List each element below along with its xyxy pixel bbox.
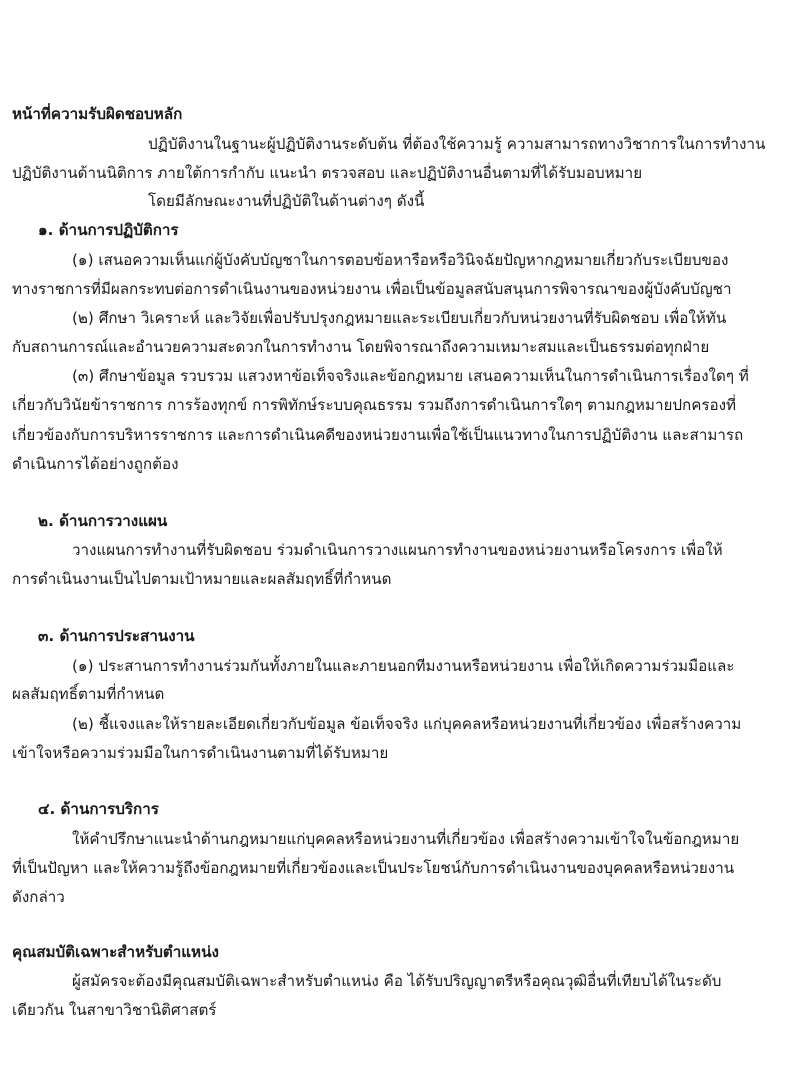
paragraph-line: วางแผนการทำงานที่รับผิดชอบ ร่วมดำเนินการวางแผนการทำงานของหน่วยงานหรือโครงการ เพื่อให้ — [72, 541, 723, 559]
area-heading-planning: ๒. ด้านการวางแผน — [38, 512, 168, 530]
area-heading-services: ๔. ด้านการบริการ — [38, 800, 159, 818]
intro-line-1: ปฏิบัติงานในฐานะผู้ปฏิบัติงานระดับต้น ที่ต้องใช้ความรู้ ความสามารถทางวิชาการในการทำงาน — [148, 135, 766, 153]
paragraph-line: ดำเนินการได้อย่างถูกต้อง — [12, 455, 179, 473]
paragraph-line: ทางราชการที่มีผลกระทบต่อการดำเนินงานของหน่วยงาน เพื่อเป็นข้อมูลสนับสนุนการพิจารณาของผู้บังคับบัญชา — [12, 280, 732, 298]
paragraph-line: เกี่ยวกับวินัยข้าราชการ การร้องทุกข์ การพิทักษ์ระบบคุณธรรม รวมถึงการดำเนินการใดๆ ตามกฎหมายปกครองที่ — [12, 396, 737, 414]
area-heading-coordination: ๓. ด้านการประสานงาน — [38, 627, 195, 645]
intro-line-2: ปฏิบัติงานด้านนิติการ ภายใต้การกำกับ แนะนำ ตรวจสอบ และปฏิบัติงานอื่นตามที่ได้รับมอบหมาย — [12, 164, 643, 182]
section-heading-qualifications: คุณสมบัติเฉพาะสำหรับตำแหน่ง — [12, 943, 219, 961]
paragraph-line: ผลสัมฤทธิ์ตามที่กำหนด — [12, 685, 165, 703]
paragraph-line: เกี่ยวข้องกับการบริหารราชการ และการดำเนินคดีของหน่วยงานเพื่อใช้เป็นแนวทางในการปฏิบัติงาน และสามารถ — [12, 426, 744, 444]
qualification-line-1: ผู้สมัครจะต้องมีคุณสมบัติเฉพาะสำหรับตำแหน่ง คือ ได้รับปริญญาตรีหรือคุณวุฒิอื่นที่เทียบได้ในระดับ — [72, 972, 722, 990]
paragraph-line: (๒) ชี้แจงและให้รายละเอียดเกี่ยวกับข้อมูล ข้อเท็จจริง แก่บุคคลหรือหน่วยงานที่เกี่ยวข้อง เพื่อสร้างความ — [72, 715, 742, 733]
paragraph-line: (๑) เสนอความเห็นแก่ผู้บังคับบัญชาในการตอบข้อหารือหรือวินิจฉัยปัญหากฎหมายเกี่ยวกับระเบียบของ — [72, 251, 729, 269]
paragraph-line: (๒) ศึกษา วิเคราะห์ และวิจัยเพื่อปรับปรุงกฎหมายและระเบียบเกี่ยวกับหน่วยงานที่รับผิดชอบ เพื่อให้ทัน — [72, 309, 727, 327]
area-heading-operations: ๑. ด้านการปฏิบัติการ — [38, 221, 179, 239]
paragraph-line: ให้คำปรึกษาแนะนำด้านกฎหมายแก่บุคคลหรือหน่วยงานที่เกี่ยวข้อง เพื่อสร้างความเข้าใจในข้อกฎหมาย — [72, 830, 740, 848]
paragraph-line: การดำเนินงานเป็นไปตามเป้าหมายและผลสัมฤทธิ์ที่กำหนด — [12, 570, 392, 588]
paragraph-line: (๓) ศึกษาข้อมูล รวบรวม แสวงหาข้อเท็จจริงและข้อกฎหมาย เสนอความเห็นในการดำเนินการเรื่องใดๆ ที่ — [72, 367, 749, 385]
paragraph-line: กับสถานการณ์และอำนวยความสะดวกในการทำงาน โดยพิจารณาถึงความเหมาะสมและเป็นธรรมต่อทุกฝ่าย — [12, 338, 710, 356]
paragraph-line: ที่เป็นปัญหา และให้ความรู้ถึงข้อกฎหมายที่เกี่ยวข้องและเป็นประโยชน์กับการดำเนินงานของบุคคลหรือหน่วยงาน — [12, 859, 735, 877]
paragraph-line: ดังกล่าว — [12, 888, 65, 906]
intro-line-3: โดยมีลักษณะงานที่ปฏิบัติในด้านต่างๆ ดังนี้ — [148, 192, 425, 210]
paragraph-line: เข้าใจหรือความร่วมมือในการดำเนินงานตามที่ได้รับหมาย — [12, 744, 389, 762]
qualification-line-2: เดียวกัน ในสาขาวิชานิติศาสตร์ — [12, 1001, 217, 1019]
section-heading-main-duties: หน้าที่ความรับผิดชอบหลัก — [12, 105, 183, 123]
paragraph-line: (๑) ประสานการทำงานร่วมกันทั้งภายในและภายนอกทีมงานหรือหน่วยงาน เพื่อให้เกิดความร่วมมือและ — [72, 657, 735, 675]
